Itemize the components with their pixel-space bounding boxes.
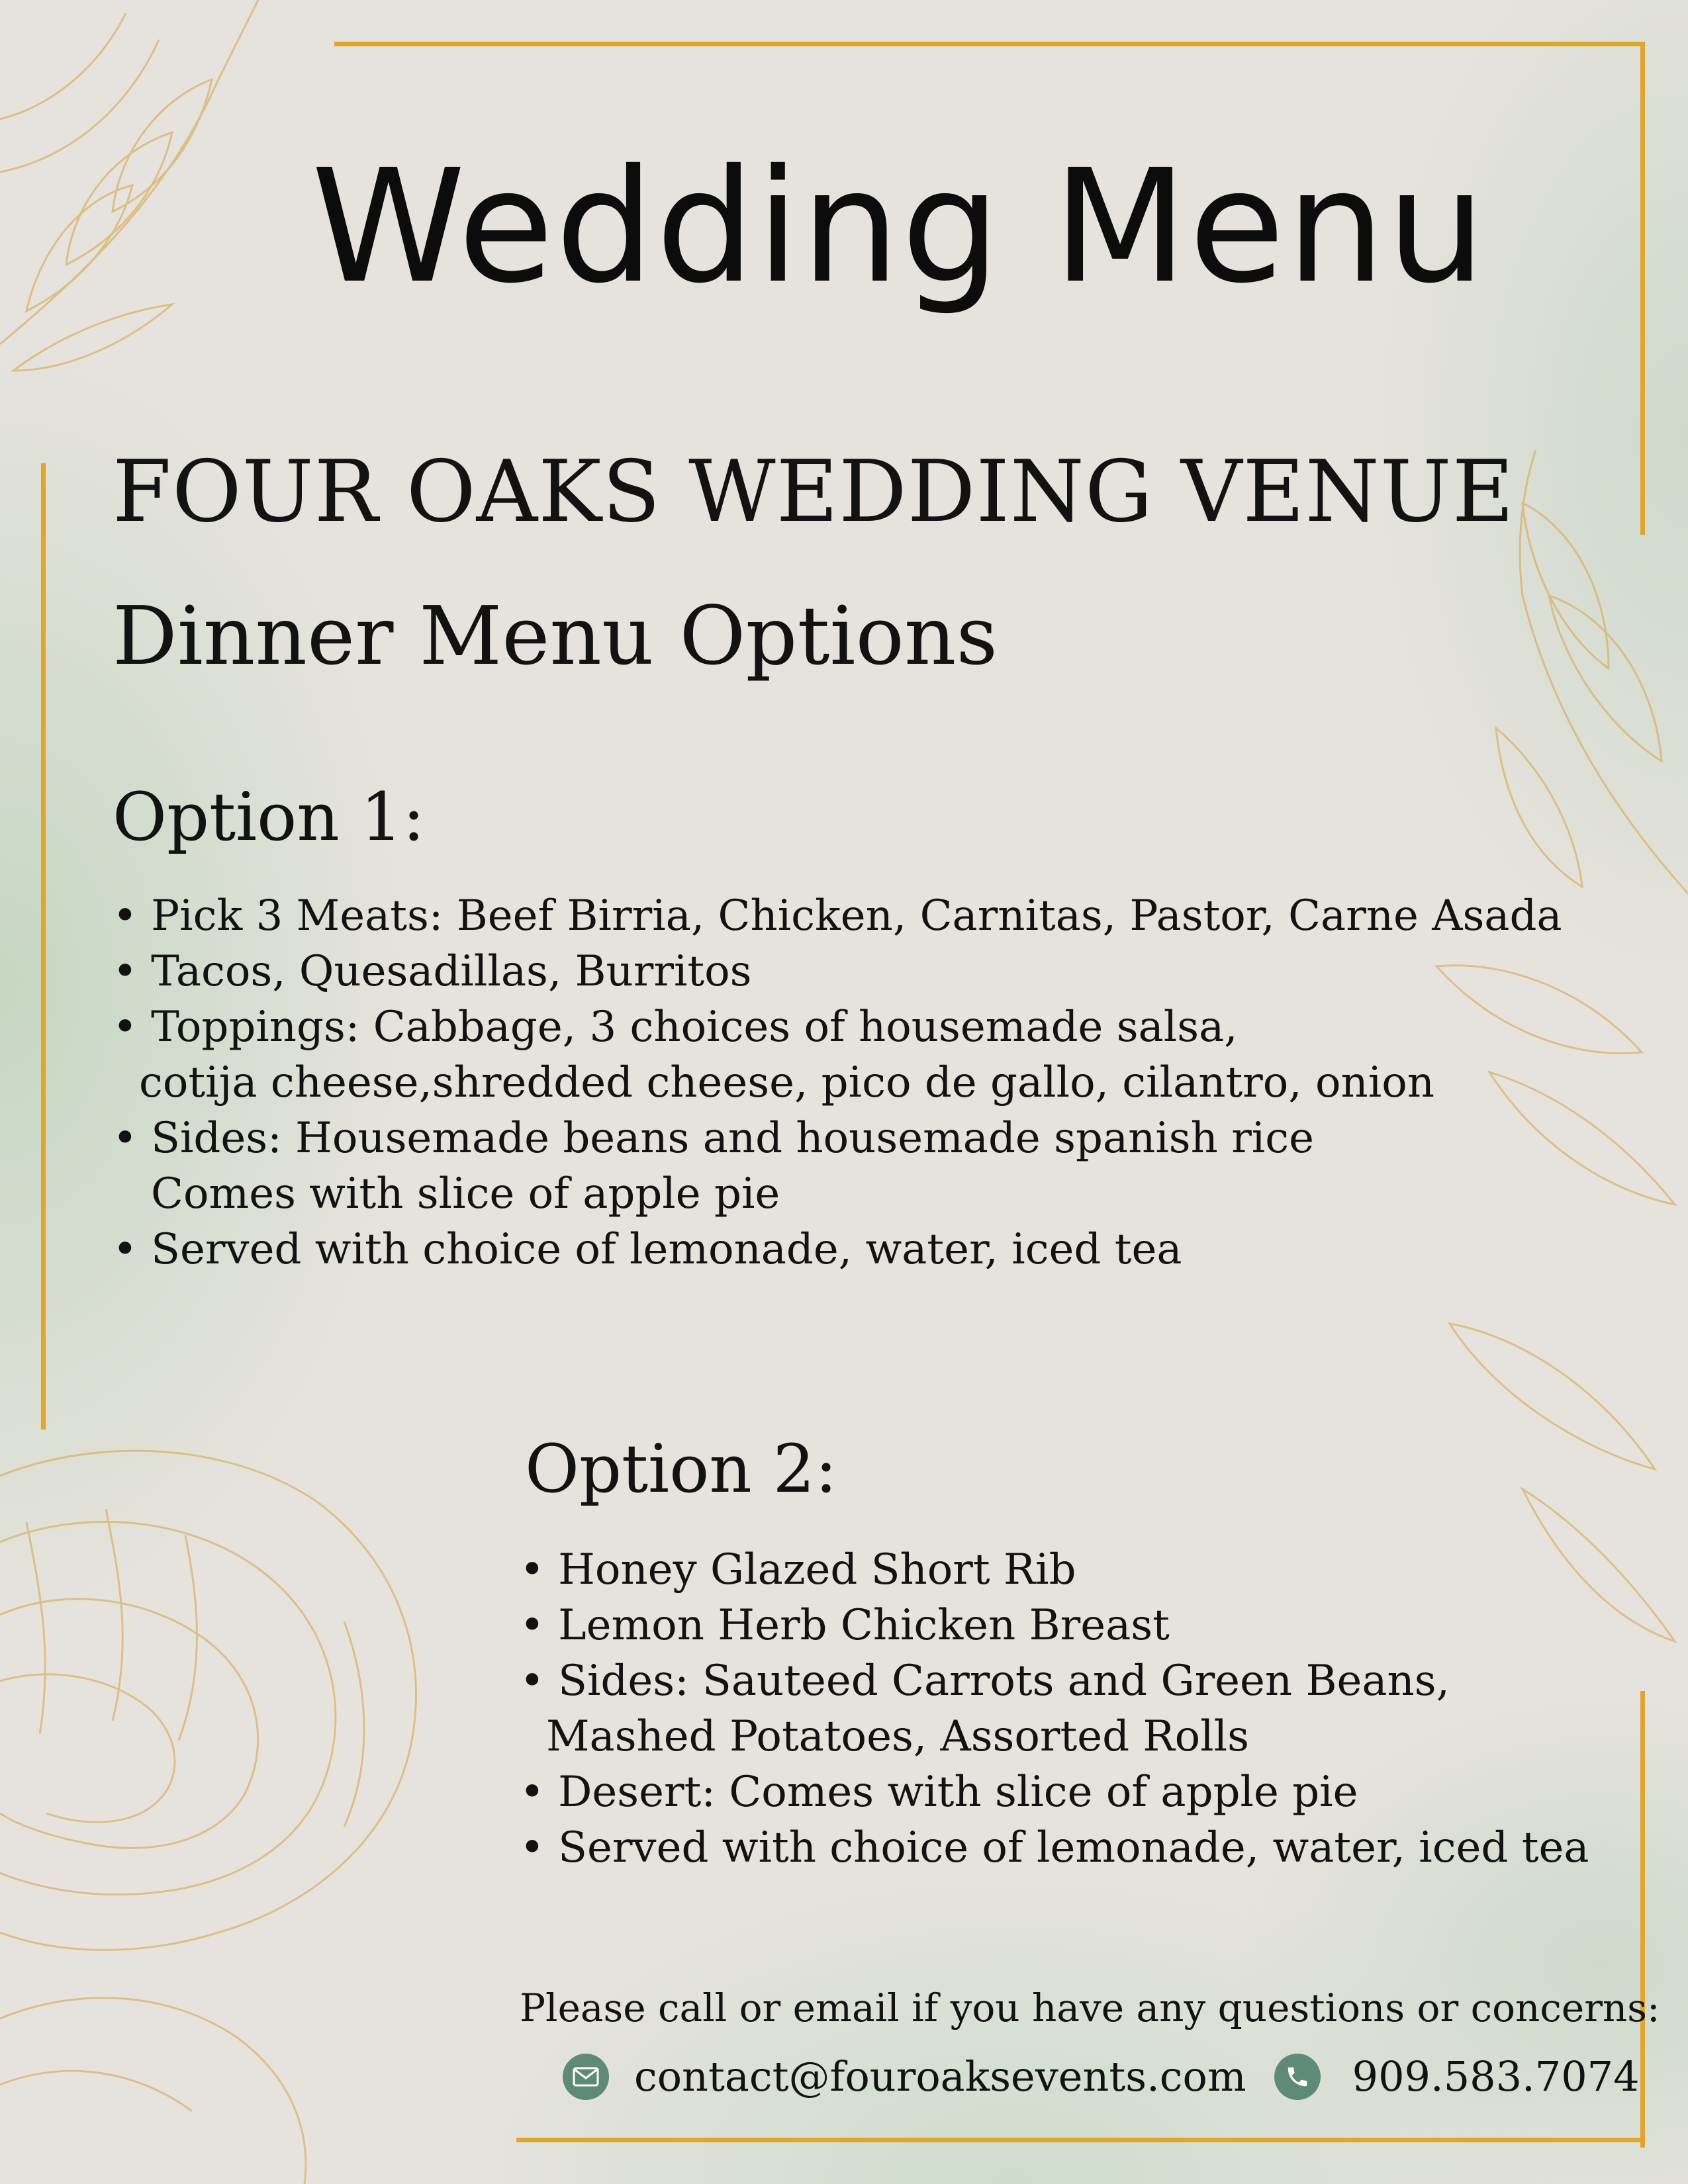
list-item: • Sides: Housemade beans and housemade spanish rice xyxy=(113,1114,1314,1163)
list-item: • Sides: Sauteed Carrots and Green Beans, xyxy=(520,1657,1450,1706)
option-1-heading: Option 1: xyxy=(113,778,425,856)
list-item: • Served with choice of lemonade, water, iced tea xyxy=(113,1225,1182,1274)
menu-subtitle: Dinner Menu Options xyxy=(113,589,998,683)
list-item: • Pick 3 Meats: Beef Birria, Chicken, Carnitas, Pastor, Carne Asada xyxy=(113,891,1562,940)
contact-row xyxy=(563,2050,1640,2103)
frame-line-bottom xyxy=(516,2138,1645,2142)
list-item: • Desert: Comes with slice of apple pie xyxy=(520,1768,1358,1817)
frame-line-top-right xyxy=(1640,42,1645,535)
venue-name: FOUR OAKS WEDDING VENUE xyxy=(113,443,1515,541)
option-1-list xyxy=(113,888,1562,1277)
list-item: Comes with slice of apple pie xyxy=(151,1169,780,1218)
list-item: • Tacos, Quesadillas, Burritos xyxy=(113,947,752,996)
contact-note: Please call or email if you have any questions or concerns: xyxy=(520,1985,1660,2030)
option-2-list xyxy=(520,1542,1589,1876)
list-item: • Toppings: Cabbage, 3 choices of housemade salsa, xyxy=(113,1003,1238,1052)
list-item: cotija cheese,shredded cheese, pico de gallo, cilantro, onion xyxy=(139,1058,1434,1107)
list-item: • Lemon Herb Chicken Breast xyxy=(520,1601,1170,1650)
option-2-heading: Option 2: xyxy=(525,1430,837,1508)
frame-line-bottom-right xyxy=(1640,1691,1645,2148)
contact-phone[interactable]: 909.583.7074 xyxy=(1352,2052,1640,2101)
page-title: Wedding Menu xyxy=(311,136,1487,318)
list-item: • Honey Glazed Short Rib xyxy=(520,1545,1076,1594)
envelope-icon xyxy=(563,2054,609,2100)
contact-email[interactable]: contact@fouroaksevents.com xyxy=(634,2052,1246,2101)
list-item: • Served with choice of lemonade, water, iced tea xyxy=(520,1823,1589,1872)
frame-line-left xyxy=(41,463,46,1430)
frame-line-top xyxy=(334,42,1645,46)
phone-icon xyxy=(1274,2054,1321,2100)
list-item: Mashed Potatoes, Assorted Rolls xyxy=(546,1712,1249,1761)
